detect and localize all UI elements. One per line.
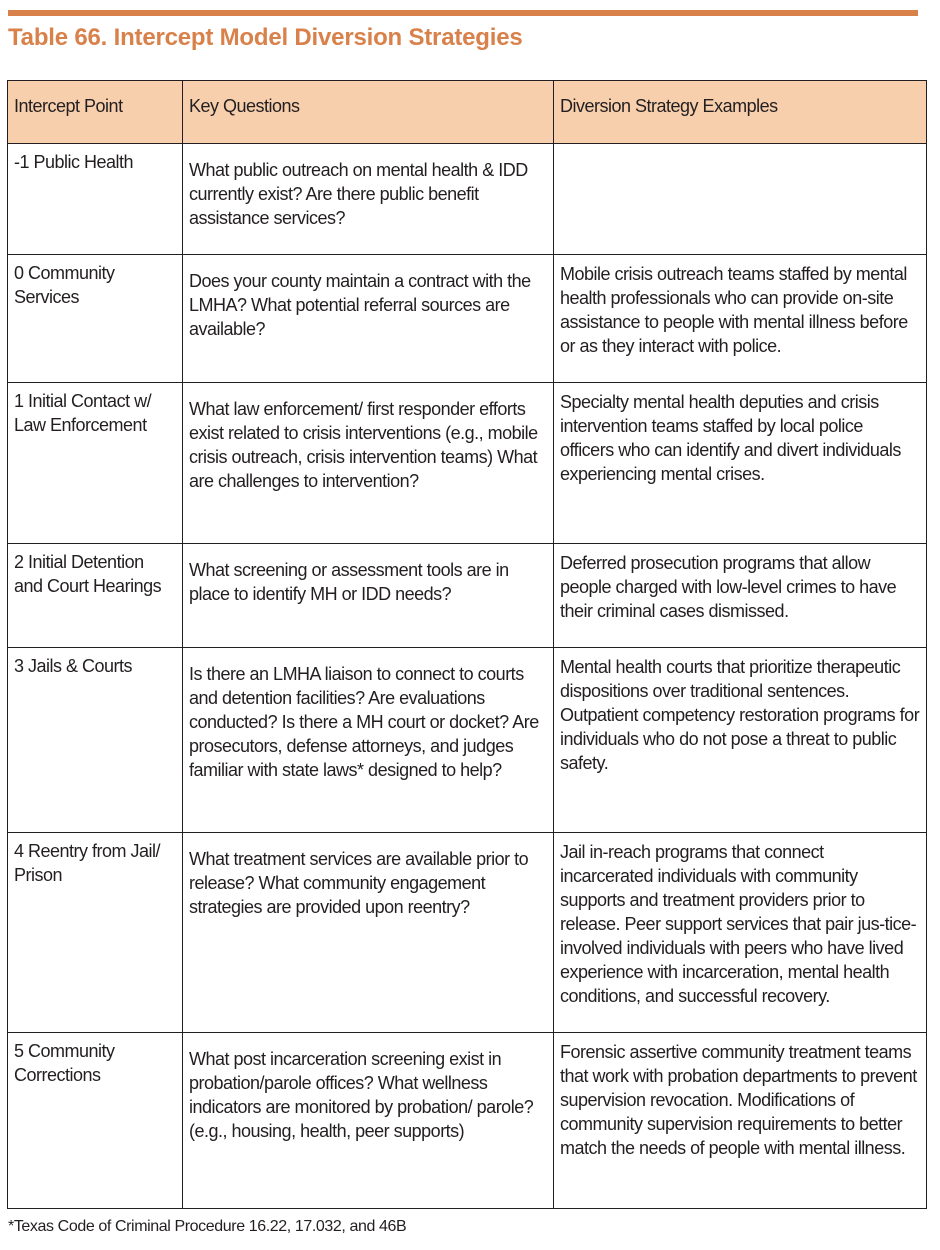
questions-cell: What law enforcement/ first responder efforts exist related to crisis interventions (e.g., mobile crisis outreach, crisis intervention teams) What are challenges to intervention? <box>183 383 554 544</box>
diversion-strategies-table <box>7 80 927 1209</box>
intercept-cell: -1 Public Health <box>8 144 183 255</box>
top-rule <box>8 10 918 16</box>
intercept-cell: 0 Community Services <box>8 255 183 383</box>
questions-cell: Does your county maintain a contract with the LMHA? What potential referral sources are available? <box>183 255 554 383</box>
header-key-questions: Key Questions <box>183 81 554 144</box>
questions-cell: What screening or assessment tools are in place to identify MH or IDD needs? <box>183 544 554 648</box>
questions-cell: What public outreach on mental health & IDD currently exist? Are there public benefit assistance services? <box>183 144 554 255</box>
strategies-cell: Mobile crisis outreach teams staffed by mental health professionals who can provide on-site assistance to people with mental illness before or as they interact with police. <box>554 255 927 383</box>
footnote: *Texas Code of Criminal Procedure 16.22, 17.032, and 46B <box>8 1218 407 1235</box>
table-row <box>8 383 927 544</box>
header-diversion-strategy: Diversion Strategy Examples <box>554 81 927 144</box>
intercept-cell: 5 Community Corrections <box>8 1033 183 1209</box>
questions-cell: Is there an LMHA liaison to connect to courts and detention facilities? Are evaluations conducted? Is there a MH court or docket? Are prosecutors, defense attorneys, and judges familiar with state laws* designed to help? <box>183 648 554 833</box>
page-title: Table 66. Intercept Model Diversion Strategies <box>8 24 523 51</box>
header-intercept-point: Intercept Point <box>8 81 183 144</box>
intercept-cell: 2 Initial Detention and Court Hearings <box>8 544 183 648</box>
strategies-cell: Forensic assertive community treatment teams that work with probation departments to prevent supervision revocation. Modifications of community supervision requirements to better match the needs of people with mental illness. <box>554 1033 927 1209</box>
intercept-cell: 4 Reentry from Jail/ Prison <box>8 833 183 1033</box>
strategies-cell <box>554 144 927 255</box>
strategies-cell: Deferred prosecution programs that allow people charged with low-level crimes to have their criminal cases dismissed. <box>554 544 927 648</box>
table-row <box>8 144 927 255</box>
questions-cell: What post incarceration screening exist in probation/parole offices? What wellness indicators are monitored by probation/ parole? (e.g., housing, health, peer supports) <box>183 1033 554 1209</box>
table-header-row <box>8 81 927 144</box>
intercept-cell: 1 Initial Contact w/ Law Enforcement <box>8 383 183 544</box>
strategies-cell: Specialty mental health deputies and crisis intervention teams staffed by local police officers who can identify and divert individuals experiencing mental crises. <box>554 383 927 544</box>
strategies-cell: Jail in-reach programs that connect incarcerated individuals with community supports and treatment providers prior to release. Peer support services that pair jus-tice-involved individuals with peers who have lived experience with incarceration, mental health conditions, and successful recovery. <box>554 833 927 1033</box>
strategies-cell: Mental health courts that prioritize therapeutic dispositions over traditional sentences. Outpatient competency restoration programs for individuals who do not pose a threat to public safety. <box>554 648 927 833</box>
table-row <box>8 1033 927 1209</box>
intercept-cell: 3 Jails & Courts <box>8 648 183 833</box>
table-row <box>8 255 927 383</box>
table-row <box>8 648 927 833</box>
questions-cell: What treatment services are available prior to release? What community engagement strategies are provided upon reentry? <box>183 833 554 1033</box>
table-row <box>8 544 927 648</box>
table-row <box>8 833 927 1033</box>
